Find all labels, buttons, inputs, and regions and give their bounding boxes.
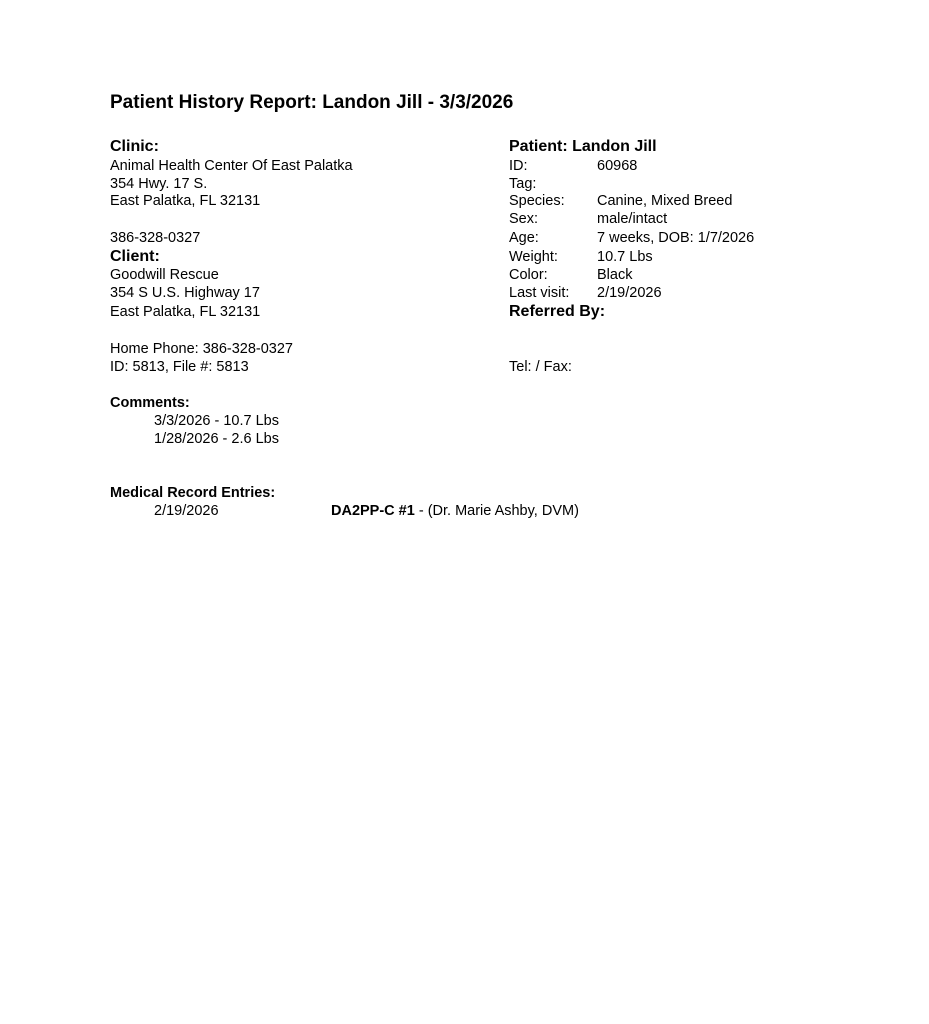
patient-sex-label: Sex: [509, 211, 539, 227]
client-name: Goodwill Rescue [110, 267, 219, 283]
clinic-city-state-zip: East Palatka, FL 32131 [110, 193, 261, 209]
patient-tag-label: Tag: [509, 176, 537, 192]
patient-age-value: 7 weeks, DOB: 1/7/2026 [597, 230, 755, 246]
patient-weight-label: Weight: [509, 249, 558, 265]
client-id-file: ID: 5813, File #: 5813 [110, 359, 249, 375]
medical-record-code: DA2PP-C #1 [331, 503, 415, 519]
comments-heading: Comments: [110, 395, 190, 411]
medical-records-heading: Medical Record Entries: [110, 485, 276, 501]
client-home-phone: Home Phone: 386-328-0327 [110, 341, 293, 357]
patient-sex-value: male/intact [597, 211, 668, 227]
referred-tel-fax: Tel: / Fax: [509, 359, 572, 375]
clinic-heading: Clinic: [110, 138, 159, 155]
patient-heading: Patient: Landon Jill [509, 138, 657, 155]
medical-record-date: 2/19/2026 [154, 503, 219, 519]
medical-record-detail: - (Dr. Marie Ashby, DVM) [414, 503, 579, 519]
client-city-state-zip: East Palatka, FL 32131 [110, 304, 261, 320]
patient-age-label: Age: [509, 230, 539, 246]
patient-id-label: ID: [509, 158, 528, 174]
clinic-name: Animal Health Center Of East Palatka [110, 158, 353, 174]
patient-weight-value: 10.7 Lbs [597, 249, 653, 265]
patient-id-value: 60968 [597, 158, 638, 174]
patient-species-label: Species: [509, 193, 565, 209]
patient-species-value: Canine, Mixed Breed [597, 193, 733, 209]
clinic-phone: 386-328-0327 [110, 230, 201, 246]
medical-record-entry[interactable] [331, 503, 579, 519]
referred-heading: Referred By: [509, 303, 606, 320]
patient-color-value: Black [597, 267, 633, 283]
report-title: Patient History Report: Landon Jill - 3/3/2026 [110, 92, 514, 113]
patient-last-visit-label: Last visit: [509, 285, 570, 301]
client-heading: Client: [110, 248, 160, 265]
clinic-address: 354 Hwy. 17 S. [110, 176, 208, 192]
comment-item: 3/3/2026 - 10.7 Lbs [154, 413, 279, 429]
patient-last-visit-value: 2/19/2026 [597, 285, 662, 301]
patient-color-label: Color: [509, 267, 548, 283]
client-address: 354 S U.S. Highway 17 [110, 285, 260, 301]
comment-item: 1/28/2026 - 2.6 Lbs [154, 431, 279, 447]
